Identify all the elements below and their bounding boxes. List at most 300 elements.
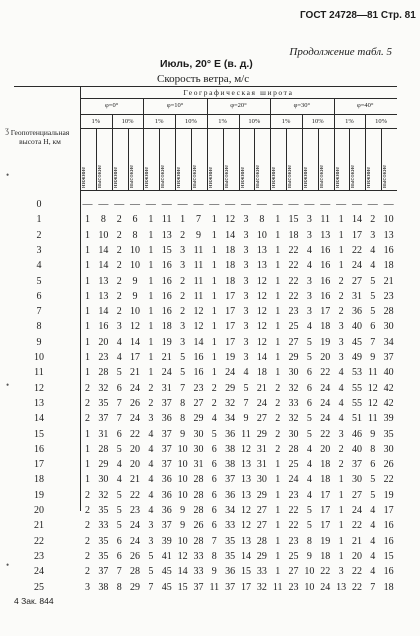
table-cell: 31 xyxy=(256,443,267,455)
table-cell: 20 xyxy=(130,459,141,471)
table-cell: 15 xyxy=(383,550,394,562)
table-cell: 1 xyxy=(85,290,90,302)
table-cell: 1 xyxy=(85,336,90,348)
table-cell: 9 xyxy=(180,520,186,532)
table-cell: 7 xyxy=(243,397,249,409)
table-cell: 4 xyxy=(370,550,376,562)
table-divider xyxy=(365,128,366,190)
table-divider xyxy=(223,128,224,190)
table-cell: 12 xyxy=(256,275,267,287)
table-cell: 1 xyxy=(275,550,281,562)
table-cell: 10 xyxy=(130,244,141,256)
table-cell: 2 xyxy=(275,428,281,440)
table-cell: 4 xyxy=(338,397,344,409)
table-cell: — xyxy=(130,199,141,210)
table-cell: 3 xyxy=(243,306,249,318)
table-cell: 22 xyxy=(288,290,299,302)
table-cell: 4 xyxy=(306,489,312,501)
table-cell: 14 xyxy=(256,352,267,363)
table-cell: 37 xyxy=(383,352,394,363)
table-cell: 1 xyxy=(275,474,281,486)
table-cell: — xyxy=(304,199,315,210)
height-value: 14 xyxy=(34,413,44,425)
column-sublabel: высокие xyxy=(254,164,262,188)
table-cell: 1 xyxy=(148,260,154,272)
height-value: 15 xyxy=(34,428,44,440)
height-value: 13 xyxy=(34,397,44,409)
table-cell: 1 xyxy=(211,306,217,318)
table-cell: 4 xyxy=(370,520,376,532)
column-sublabel: высокие xyxy=(349,164,357,188)
table-cell: 30 xyxy=(288,367,299,379)
table-cell: — xyxy=(225,199,236,210)
height-value: 8 xyxy=(36,321,42,333)
table-cell: 3 xyxy=(338,352,344,363)
table-cell: 17 xyxy=(320,505,331,516)
table-cell: 1 xyxy=(338,535,344,547)
table-cell: 1 xyxy=(275,505,281,516)
table-cell: 6 xyxy=(116,428,122,440)
table-cell: 1 xyxy=(148,352,154,363)
table-cell: 26 xyxy=(383,459,394,471)
table-cell: 3 xyxy=(306,229,312,241)
table-cell: 1 xyxy=(275,321,281,333)
height-value: 1 xyxy=(36,214,42,226)
table-cell: 13 xyxy=(256,244,267,256)
table-cell: 7 xyxy=(116,566,122,578)
table-cell: 19 xyxy=(320,336,331,348)
table-cell: 5 xyxy=(148,566,154,578)
table-cell: 30 xyxy=(383,321,394,333)
table-cell: 4 xyxy=(148,443,154,455)
table-cell: 29 xyxy=(225,382,236,394)
table-cell: 37 xyxy=(225,474,236,486)
table-cell: 5 xyxy=(306,413,312,425)
table-cell: 1 xyxy=(85,214,90,226)
table-cell: 4 xyxy=(306,459,312,471)
table-cell: 3 xyxy=(180,336,186,348)
table-cell: 10 xyxy=(304,581,315,593)
table-cell: 42 xyxy=(383,382,394,394)
table-cell: 4 xyxy=(148,474,154,486)
table-cell: 6 xyxy=(370,459,376,471)
table-cell: 9 xyxy=(195,229,201,241)
table-cell: 16 xyxy=(193,367,204,379)
table-cell: 27 xyxy=(288,566,299,578)
table-cell: 16 xyxy=(320,275,331,287)
column-sublabel: нижние xyxy=(301,166,309,188)
table-cell: 4 xyxy=(338,367,344,379)
table-cell: 5 xyxy=(370,275,376,287)
table-cell: 17 xyxy=(225,306,236,318)
table-rule xyxy=(14,86,397,87)
table-cell: 29 xyxy=(98,459,109,471)
table-cell: 2 xyxy=(85,489,90,501)
column-sublabel: высокие xyxy=(127,164,135,188)
table-cell: 4 xyxy=(243,367,249,379)
table-cell: 29 xyxy=(256,489,267,501)
table-cell: 55 xyxy=(351,382,362,394)
table-cell: 16 xyxy=(161,290,172,302)
table-cell: 10 xyxy=(177,459,188,471)
table-cell: 9 xyxy=(180,428,186,440)
table-cell: 9 xyxy=(370,352,376,363)
table-cell: 2 xyxy=(116,244,122,256)
height-value: 20 xyxy=(34,505,44,516)
table-cell: 12 xyxy=(130,321,141,333)
table-cell: 24 xyxy=(320,581,331,593)
table-cell: 10 xyxy=(383,214,394,226)
table-cell: 14 xyxy=(130,336,141,348)
table-cell: 2 xyxy=(338,275,344,287)
height-value: 25 xyxy=(34,581,44,593)
height-value: 9 xyxy=(36,336,42,348)
table-cell: 3 xyxy=(243,275,249,287)
table-cell: 8 xyxy=(132,229,138,241)
table-cell: 2 xyxy=(148,397,154,409)
height-value: 12 xyxy=(34,382,44,394)
table-cell: 14 xyxy=(351,214,362,226)
table-cell: 3 xyxy=(180,321,186,333)
table-cell: 17 xyxy=(225,290,236,302)
table-cell: 2 xyxy=(85,505,90,516)
table-cell: 28 xyxy=(193,474,204,486)
table-cell: 12 xyxy=(177,550,188,562)
table-cell: 1 xyxy=(85,443,90,455)
table-cell: 23 xyxy=(288,306,299,318)
table-cell: 12 xyxy=(241,520,251,532)
table-cell: 1 xyxy=(211,260,217,272)
percent-header: 1% xyxy=(218,118,227,125)
table-divider xyxy=(381,128,382,190)
table-cell: 39 xyxy=(161,535,172,547)
column-sublabel: нижние xyxy=(80,166,87,188)
table-cell: 33 xyxy=(288,397,299,409)
table-cell: 37 xyxy=(161,520,172,532)
table-cell: 1 xyxy=(148,336,154,348)
table-cell: 6 xyxy=(116,535,122,547)
table-cell: 36 xyxy=(225,428,236,440)
table-cell: 3 xyxy=(338,336,344,348)
table-cell: 9 xyxy=(370,428,376,440)
table-cell: 22 xyxy=(351,244,362,256)
table-cell: 1 xyxy=(85,474,90,486)
column-sublabel: нижние xyxy=(206,166,214,188)
table-cell: 13 xyxy=(241,474,251,486)
table-cell: 22 xyxy=(130,428,141,440)
percent-header: 10% xyxy=(248,118,261,125)
table-cell: 6 xyxy=(211,505,217,516)
table-cell: 29 xyxy=(256,550,267,562)
table-cell: 42 xyxy=(383,397,394,409)
table-cell: 27 xyxy=(256,505,267,516)
table-cell: 1 xyxy=(148,306,154,318)
table-cell: 14 xyxy=(241,550,251,562)
latitude-header: φ=20° xyxy=(230,102,247,109)
table-cell: 11 xyxy=(320,214,331,226)
table-cell: 8 xyxy=(180,413,186,425)
table-cell: 13 xyxy=(98,275,109,287)
table-cell: 21 xyxy=(351,535,362,547)
table-cell: 16 xyxy=(383,520,394,532)
table-cell: 20 xyxy=(351,550,362,562)
table-cell: 27 xyxy=(193,397,204,409)
table-cell: 3 xyxy=(306,214,312,226)
table-cell: 36 xyxy=(161,413,172,425)
table-cell: 18 xyxy=(320,459,331,471)
table-cell: 5 xyxy=(116,505,122,516)
table-cell: 18 xyxy=(225,244,236,256)
table-cell: 1 xyxy=(275,290,281,302)
table-cell: 2 xyxy=(116,214,122,226)
page-footer: 4 Зак. 844 xyxy=(14,596,54,606)
table-cell: 21 xyxy=(161,352,172,363)
table-cell: 28 xyxy=(98,367,109,379)
table-cell: 16 xyxy=(320,244,331,256)
table-cell: 39 xyxy=(383,413,394,425)
table-cell: 32 xyxy=(98,489,109,501)
table-cell: 11 xyxy=(193,275,204,287)
table-cell: 38 xyxy=(98,581,109,593)
table-cell: — xyxy=(367,199,378,210)
table-cell: 1 xyxy=(85,275,90,287)
table-cell: 24 xyxy=(351,505,362,516)
table-cell: 10 xyxy=(177,474,188,486)
table-cell: 2 xyxy=(85,382,90,394)
table-cell: 1 xyxy=(85,367,90,379)
table-cell: 33 xyxy=(98,520,109,532)
table-cell: 4 xyxy=(370,260,376,272)
table-continuation: Продолжение табл. 5 xyxy=(289,46,392,58)
table-cell: 12 xyxy=(256,290,267,302)
table-cell: 5 xyxy=(116,367,122,379)
table-cell: 31 xyxy=(193,459,204,471)
table-cell: 45 xyxy=(161,566,172,578)
table-divider xyxy=(143,128,144,190)
height-value: 16 xyxy=(34,443,44,455)
latitude-header: φ=40° xyxy=(357,102,374,109)
table-cell: 10 xyxy=(98,229,109,241)
table-cell: 36 xyxy=(161,505,172,516)
table-cell: 1 xyxy=(211,336,217,348)
table-cell: 6 xyxy=(132,214,138,226)
table-cell: 29 xyxy=(256,428,267,440)
table-rule xyxy=(80,190,397,191)
table-cell: 16 xyxy=(161,275,172,287)
table-cell: 25 xyxy=(288,321,299,333)
table-cell: 9 xyxy=(132,275,138,287)
table-cell: 37 xyxy=(161,397,172,409)
table-cell: 28 xyxy=(98,443,109,455)
table-cell: 5 xyxy=(370,489,376,501)
table-cell: 3 xyxy=(243,244,249,256)
table-cell: 11 xyxy=(193,290,204,302)
table-cell: 33 xyxy=(225,520,236,532)
table-cell: 31 xyxy=(256,459,267,471)
percent-header: 10% xyxy=(184,118,197,125)
table-cell: 23 xyxy=(288,489,299,501)
table-cell: — xyxy=(272,199,283,210)
table-cell: 35 xyxy=(98,397,109,409)
table-cell: 2 xyxy=(116,229,122,241)
table-cell: 4 xyxy=(116,459,122,471)
table-cell: 10 xyxy=(177,443,188,455)
table-cell: 33 xyxy=(193,566,204,578)
table-cell: 24 xyxy=(161,367,172,379)
height-value: 2 xyxy=(36,229,42,241)
table-cell: 17 xyxy=(320,520,331,532)
table-cell: 45 xyxy=(161,581,172,593)
table-cell: 11 xyxy=(367,413,378,425)
table-cell: 1 xyxy=(338,214,344,226)
table-cell: 4 xyxy=(148,459,154,471)
latitude-header: φ=0° xyxy=(105,102,119,109)
table-cell: 37 xyxy=(98,566,109,578)
table-cell: 17 xyxy=(241,581,251,593)
table-cell: 11 xyxy=(193,244,204,256)
column-sublabel: нижние xyxy=(238,166,246,188)
table-cell: 4 xyxy=(116,474,122,486)
column-sublabel: высокие xyxy=(286,164,294,188)
table-cell: 12 xyxy=(367,382,378,394)
table-cell: 2 xyxy=(180,275,186,287)
table-cell: 11 xyxy=(272,581,283,593)
table-cell: 2 xyxy=(338,306,344,318)
table-cell: 1 xyxy=(275,229,281,241)
height-value: 3 xyxy=(36,244,42,256)
table-cell: 1 xyxy=(211,367,217,379)
table-cell: 1 xyxy=(338,520,344,532)
percent-header: 1% xyxy=(154,118,164,125)
height-value: 24 xyxy=(34,566,44,578)
table-cell: 6 xyxy=(211,474,217,486)
table-cell: 21 xyxy=(130,474,141,486)
table-cell: 18 xyxy=(320,474,331,486)
table-cell: 16 xyxy=(383,244,394,256)
table-cell: 7 xyxy=(180,382,186,394)
table-cell: 5 xyxy=(211,428,217,440)
table-cell: 38 xyxy=(225,443,236,455)
table-cell: 1 xyxy=(85,428,90,440)
table-cell: 2 xyxy=(211,382,217,394)
table-cell: 12 xyxy=(225,214,236,226)
table-cell: 4 xyxy=(306,244,312,256)
table-cell: 36 xyxy=(161,474,172,486)
table-cell: 30 xyxy=(193,428,204,440)
table-cell: 1 xyxy=(275,352,281,363)
table-cell: 3 xyxy=(148,413,154,425)
table-cell: 37 xyxy=(161,428,172,440)
table-cell: 5 xyxy=(116,489,122,501)
table-divider xyxy=(318,128,319,190)
table-cell: 4 xyxy=(370,505,376,516)
table-cell: 3 xyxy=(180,260,186,272)
table-cell: 14 xyxy=(98,260,109,272)
table-divider xyxy=(286,128,287,190)
table-cell: 22 xyxy=(130,489,141,501)
table-cell: 11 xyxy=(209,581,220,593)
table-cell: 1 xyxy=(338,229,344,241)
table-cell: 6 xyxy=(116,382,122,394)
table-cell: 37 xyxy=(161,459,172,471)
latitude-header: φ=30° xyxy=(293,102,311,109)
table-cell: 3 xyxy=(243,321,249,333)
table-cell: — xyxy=(383,199,394,210)
table-cell: 5 xyxy=(148,550,154,562)
table-cell: 7 xyxy=(370,336,376,348)
table-cell: 12 xyxy=(256,336,267,348)
table-cell: 14 xyxy=(177,566,188,578)
table-cell: 2 xyxy=(116,275,122,287)
table-divider xyxy=(239,128,240,190)
table-divider xyxy=(191,128,192,190)
table-cell: 22 xyxy=(288,275,299,287)
table-cell: 14 xyxy=(193,336,204,348)
table-cell: 22 xyxy=(288,260,299,272)
height-value: 22 xyxy=(34,535,44,547)
table-cell: 1 xyxy=(275,489,281,501)
table-cell: 38 xyxy=(225,459,236,471)
table-cell: 22 xyxy=(288,244,299,256)
column-sublabel: нижние xyxy=(175,166,183,188)
table-cell: 18 xyxy=(288,229,299,241)
table-cell: 5 xyxy=(306,352,312,363)
table-cell: 11 xyxy=(161,214,172,226)
geo-latitude-header: Географическая широта xyxy=(183,88,294,97)
table-cell: 15 xyxy=(288,214,299,226)
table-cell: 6 xyxy=(211,489,217,501)
table-cell: 2 xyxy=(338,459,344,471)
table-cell: 9 xyxy=(306,550,312,562)
table-cell: 1 xyxy=(148,214,154,226)
table-cell: 37 xyxy=(193,581,204,593)
altitude-header: Геопотенциальная высота Н, км xyxy=(10,128,70,146)
table-cell: 27 xyxy=(351,275,362,287)
table-cell: 23 xyxy=(288,581,299,593)
table-cell: 35 xyxy=(98,505,109,516)
table-cell: 1 xyxy=(275,244,281,256)
table-cell: 13 xyxy=(241,459,251,471)
table-cell: 12 xyxy=(256,321,267,333)
table-cell: 21 xyxy=(256,382,267,394)
table-cell: 22 xyxy=(288,505,299,516)
table-cell: 16 xyxy=(98,321,109,333)
month-title: Июль, 20° Е (в. д.) xyxy=(160,58,253,70)
table-cell: 2 xyxy=(116,290,122,302)
table-cell: 12 xyxy=(367,397,378,409)
table-cell: 17 xyxy=(383,505,394,516)
table-cell: 7 xyxy=(148,581,154,593)
table-cell: 30 xyxy=(351,474,362,486)
table-cell: 12 xyxy=(241,443,251,455)
table-cell: 19 xyxy=(320,535,331,547)
table-cell: 18 xyxy=(161,321,172,333)
table-cell: 2 xyxy=(116,306,122,318)
table-cell: 20 xyxy=(130,443,141,455)
table-cell: 24 xyxy=(351,260,362,272)
column-sublabel: высокие xyxy=(381,164,389,188)
table-cell: 30 xyxy=(383,443,394,455)
page-header: ГОСТ 24728—81 Стр. 81 xyxy=(300,10,416,21)
table-cell: 15 xyxy=(241,566,251,578)
table-cell: 19 xyxy=(161,336,172,348)
table-cell: 53 xyxy=(351,367,362,379)
column-sublabel: нижние xyxy=(111,166,119,188)
table-cell: 30 xyxy=(256,474,267,486)
table-cell: 5 xyxy=(306,520,312,532)
table-cell: 45 xyxy=(351,336,362,348)
table-cell: 4 xyxy=(148,489,154,501)
